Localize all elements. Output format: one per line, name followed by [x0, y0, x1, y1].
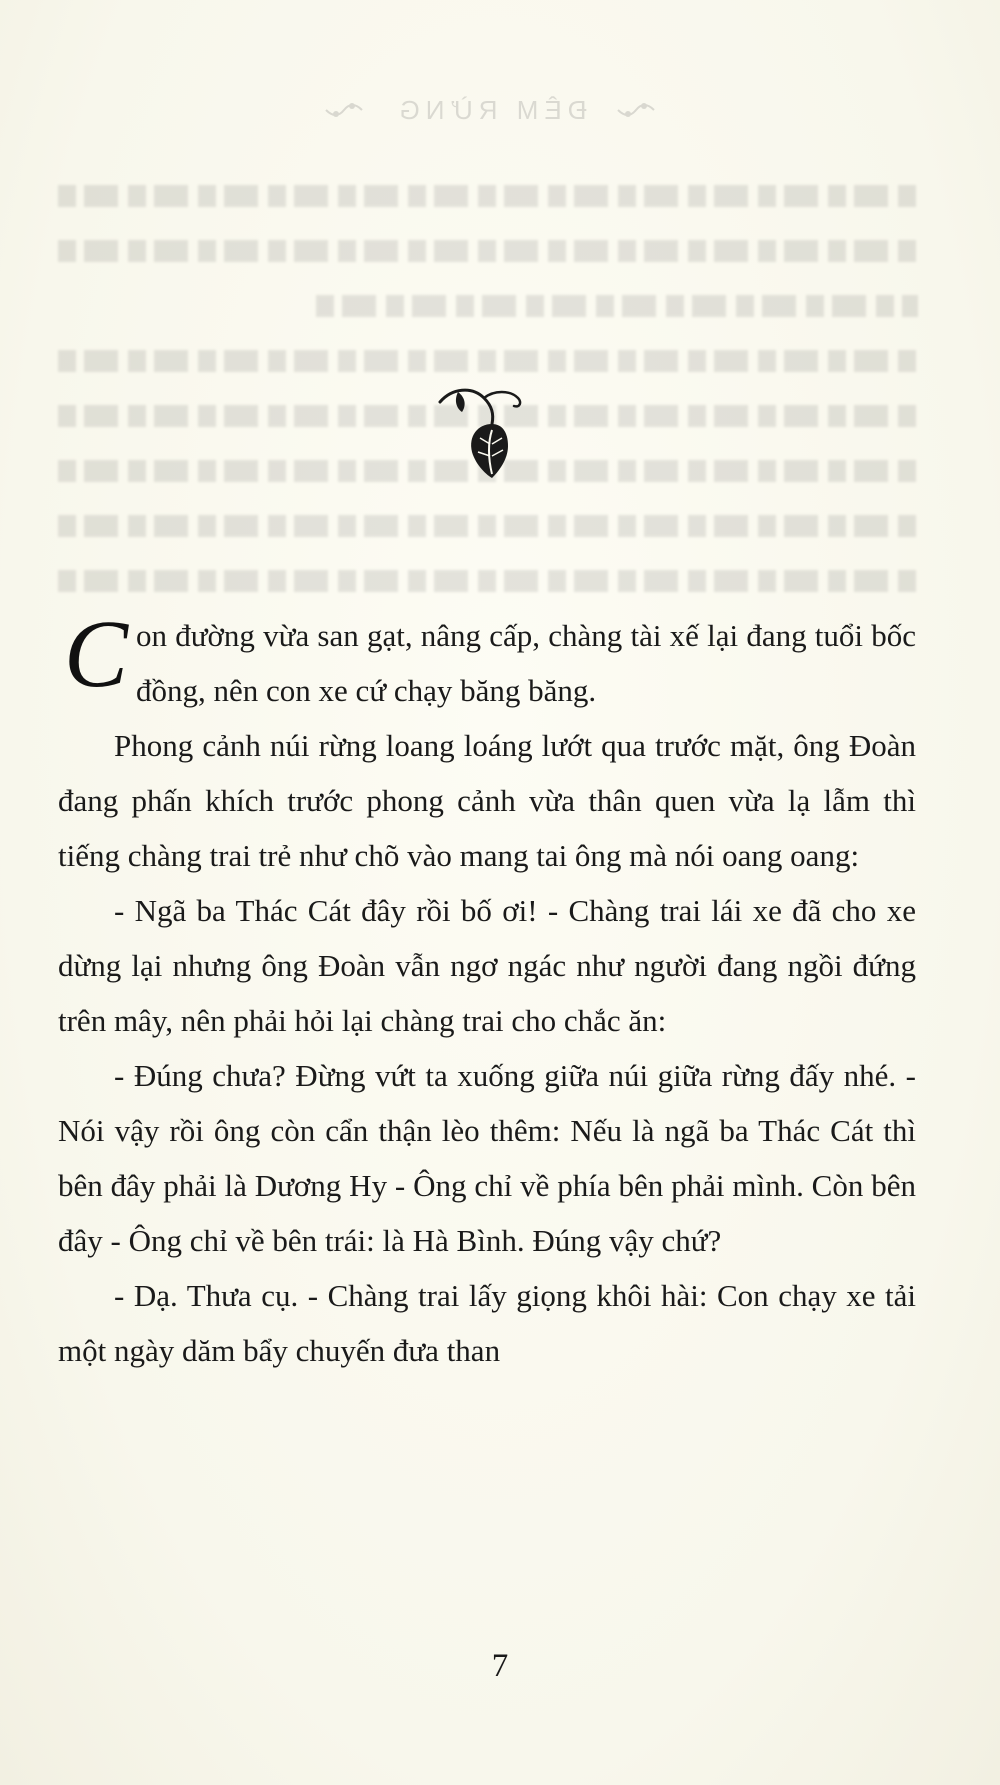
ghost-title: ĐÊM RỪNG [393, 94, 587, 125]
chapter-body [58, 600, 916, 1378]
paragraph-3: - Ngã ba Thác Cát đây rồi bố ơi! - Chàng trai lái xe đã cho xe dừng lại nhưng ông Đoàn vẫn ngơ ngác như người đang ngồi đứng trên mây, nên phải hỏi lại chàng trai cho chắc ăn: [58, 893, 916, 1038]
leaf-branch-icon [432, 380, 532, 480]
bleed-through-header [230, 90, 750, 130]
ghost-ornament-left-icon [617, 98, 657, 122]
paragraph-1 [58, 600, 916, 718]
paragraph-4: - Đúng chưa? Đừng vứt ta xuống giữa núi giữa rừng đấy nhé. - Nói vậy rồi ông còn cẩn thận lèo thêm: Nếu là ngã ba Thác Cát thì bên đây phải là Dương Hy - Ông chỉ về phía bên phải mình. Còn bên đây - Ông chỉ về bên trái: là Hà Bình. Đúng vậy chứ? [58, 1058, 916, 1258]
drop-cap: C [64, 600, 129, 707]
paragraph-1-text: on đường vừa san gạt, nâng cấp, chàng tài xế lại đang tuổi bốc đồng, nên con xe cứ chạy băng băng. [136, 618, 916, 708]
page-number: 7 [491, 1648, 509, 1684]
paragraph-2: Phong cảnh núi rừng loang loáng lướt qua trước mặt, ông Đoàn đang phấn khích trước phong cảnh vừa thân quen vừa lạ lẫm thì tiếng chàng trai trẻ như chõ vào mang tai ông mà nói oang oang: [58, 728, 916, 873]
paragraph-5: - Dạ. Thưa cụ. - Chàng trai lấy giọng khôi hài: Con chạy xe tải một ngày dăm bẩy chuyến đưa than [58, 1278, 916, 1368]
ghost-ornament-right-icon [324, 98, 364, 122]
